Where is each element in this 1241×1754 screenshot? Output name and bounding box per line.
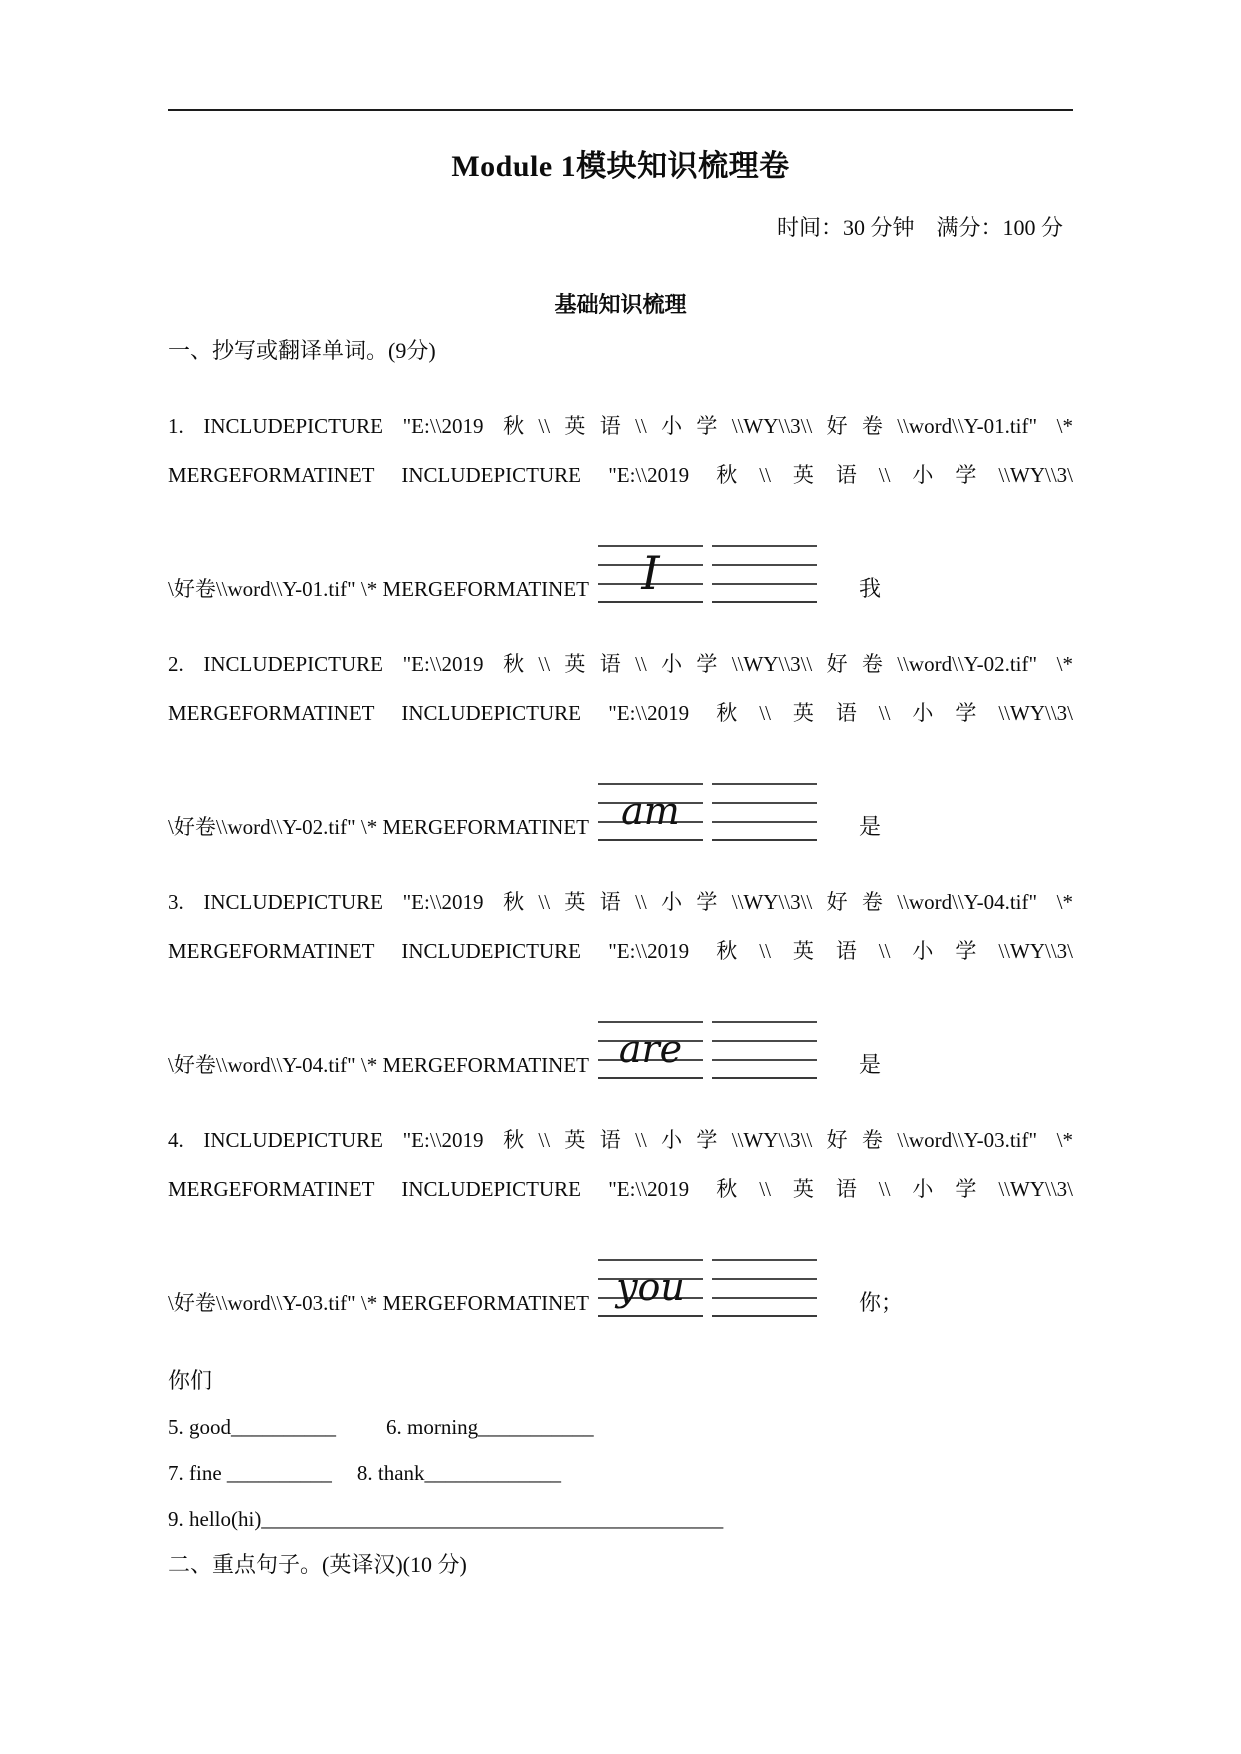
section-heading: 基础知识梳理 [554,292,687,317]
grid-line [598,1077,703,1079]
translate-line-9 [168,1505,1073,1533]
four-line-writing-grid [598,1021,703,1079]
field-code-line: \好卷\\word\\Y-02.tif" \* MERGEFORMATINET [168,815,589,839]
word-meaning: 是 [858,1052,881,1077]
word-meaning: 你； [858,1290,903,1315]
grid-line [598,1259,703,1261]
four-line-writing-grid-blank [712,783,817,841]
grid-line [712,1297,817,1299]
grid-line [598,839,703,841]
word-meaning: 是 [858,814,881,839]
translate-item-7: 7. fine __________ [168,1461,332,1485]
translate-item-6: 6. morning___________ [386,1415,594,1439]
field-code-line: MERGEFORMATINET INCLUDEPICTURE "E:\\2019 秋\\英语\\小学\\WY\\3\ [168,1177,1073,1201]
header-rule [168,109,1073,111]
translate-line-5-6 [168,1413,1073,1441]
grid-line [712,1077,817,1079]
four-line-writing-grid-blank [712,1021,817,1079]
grid-line [712,545,817,547]
field-code-line: \好卷\\word\\Y-04.tif" \* MERGEFORMATINET [168,1053,589,1077]
four-line-writing-grid-blank [712,1259,817,1317]
field-code-line: MERGEFORMATINET INCLUDEPICTURE "E:\\2019 秋\\英语\\小学\\WY\\3\ [168,701,1073,725]
grid-line [712,783,817,785]
handwriting-word: you [616,1265,685,1309]
copy-practice-row [168,783,1073,841]
handwriting-word: am [621,789,680,833]
copy-item-1 [168,412,1073,603]
grid-line [712,583,817,585]
translate-item-9: 9. hello(hi)____________________________________________ [168,1507,724,1531]
grid-line [712,802,817,804]
copy-practice-row [168,1021,1073,1079]
part1-heading: 一、抄写或翻译单词。(9分) [168,338,436,363]
grid-line [712,564,817,566]
exam-time-score: 时间：30 分钟 满分：100 分 [776,215,1063,240]
copy-item-3 [168,888,1073,1079]
translate-item-5: 5. good__________ [168,1415,336,1439]
field-code-line: 3. INCLUDEPICTURE "E:\\2019 秋\\英语\\小学\\WY\\3\\好卷\\word\\Y-04.tif" \* [168,890,1073,914]
four-line-writing-grid [598,783,703,841]
grid-line [712,1315,817,1317]
grid-line [712,1259,817,1261]
field-code-line: 2. INCLUDEPICTURE "E:\\2019 秋\\英语\\小学\\WY\\3\\好卷\\word\\Y-02.tif" \* [168,652,1073,676]
grid-line [712,839,817,841]
grid-line [598,1315,703,1317]
page-title: Module 1模块知识梳理卷 [451,150,790,183]
field-code-line: MERGEFORMATINET INCLUDEPICTURE "E:\\2019 秋\\英语\\小学\\WY\\3\ [168,939,1073,963]
copy-item-2 [168,650,1073,841]
four-line-writing-grid-blank [712,545,817,603]
document-page [168,0,1073,1579]
field-code-line: MERGEFORMATINET INCLUDEPICTURE "E:\\2019 秋\\英语\\小学\\WY\\3\ [168,463,1073,487]
copy-practice-row [168,1259,1073,1317]
four-line-writing-grid [598,545,703,603]
handwriting-word: are [618,1027,683,1071]
copy-item-4 [168,1126,1073,1317]
translate-item-8: 8. thank_____________ [356,1461,562,1485]
copy-practice-row [168,545,1073,603]
field-code-line: 1. INCLUDEPICTURE "E:\\2019 秋\\英语\\小学\\WY\\3\\好卷\\word\\Y-01.tif" \* [168,414,1073,438]
translate-line-7-8 [168,1459,1073,1487]
word-meaning-continued: 你们 [168,1368,213,1393]
part2-heading: 二、重点句子。(英译汉)(10 分) [168,1552,467,1577]
grid-line [712,1059,817,1061]
grid-line [712,821,817,823]
grid-line [598,783,703,785]
grid-line [598,601,703,603]
grid-line [712,1278,817,1280]
four-line-writing-grid [598,1259,703,1317]
field-code-line: 4. INCLUDEPICTURE "E:\\2019 秋\\英语\\小学\\WY\\3\\好卷\\word\\Y-03.tif" \* [168,1128,1073,1152]
handwriting-word: I [641,546,660,600]
field-code-line: \好卷\\word\\Y-01.tif" \* MERGEFORMATINET [168,577,589,601]
grid-line [712,601,817,603]
grid-line [712,1040,817,1042]
grid-line [712,1021,817,1023]
grid-line [598,1021,703,1023]
field-code-line: \好卷\\word\\Y-03.tif" \* MERGEFORMATINET [168,1291,589,1315]
word-meaning: 我 [858,576,881,601]
